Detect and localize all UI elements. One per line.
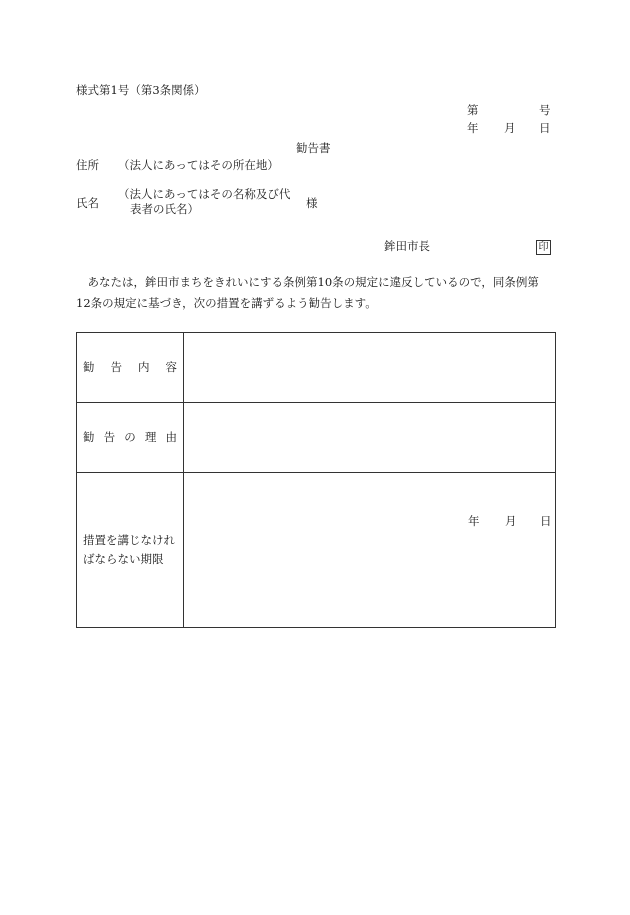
seal-stamp: 印 — [536, 240, 551, 255]
body-text-line2: 12条の規定に基づき，次の措置を講ずるよう勧告します。 — [76, 296, 377, 310]
number-go-label: 号 — [539, 103, 551, 117]
date-month-label: 月 — [504, 121, 516, 135]
deadline-month: 月 — [505, 513, 517, 528]
label-cell-content — [77, 333, 184, 403]
deadline-year: 年 — [468, 513, 480, 528]
date-day-label: 日 — [539, 121, 551, 135]
date-year-label: 年 — [467, 121, 479, 135]
address-note: （法人にあってはその所在地） — [118, 158, 279, 172]
honorific: 様 — [306, 196, 318, 210]
label-deadline-line1: 措置を講じなけれ — [83, 533, 175, 548]
label-deadline-line2: ばならない期限 — [83, 551, 164, 566]
form-id: 様式第1号（第3条関係） — [76, 83, 206, 97]
label-recommendation-content: 勧 告 内 容 — [83, 360, 177, 375]
name-note-line1: （法人にあってはその名称及び代 — [118, 187, 291, 201]
label-cell-reason — [77, 402, 184, 472]
body-text-line1: あなたは，鉾田市まちをきれいにする条例第10条の規定に違反しているので，同条例第 — [76, 275, 539, 289]
label-cell-deadline — [77, 472, 184, 627]
name-label: 氏名 — [76, 196, 99, 210]
deadline-day: 日 — [540, 513, 552, 528]
table-row-content — [77, 333, 556, 403]
label-recommendation-reason: 勧 告 の 理 由 — [83, 430, 177, 445]
deadline-field[interactable] — [184, 472, 556, 627]
issuer-title: 鉾田市長 — [384, 239, 430, 253]
reason-field[interactable] — [184, 402, 556, 472]
address-label: 住所 — [76, 158, 99, 172]
document-title: 勧告書 — [296, 141, 331, 155]
table-row-deadline — [77, 472, 556, 627]
name-note-line2: 表者の氏名） — [130, 202, 199, 216]
label-deadline — [77, 531, 183, 568]
table-row-reason — [77, 402, 556, 472]
recommendation-table — [76, 332, 556, 628]
content-field[interactable] — [184, 333, 556, 403]
number-dai-label: 第 — [467, 103, 479, 117]
